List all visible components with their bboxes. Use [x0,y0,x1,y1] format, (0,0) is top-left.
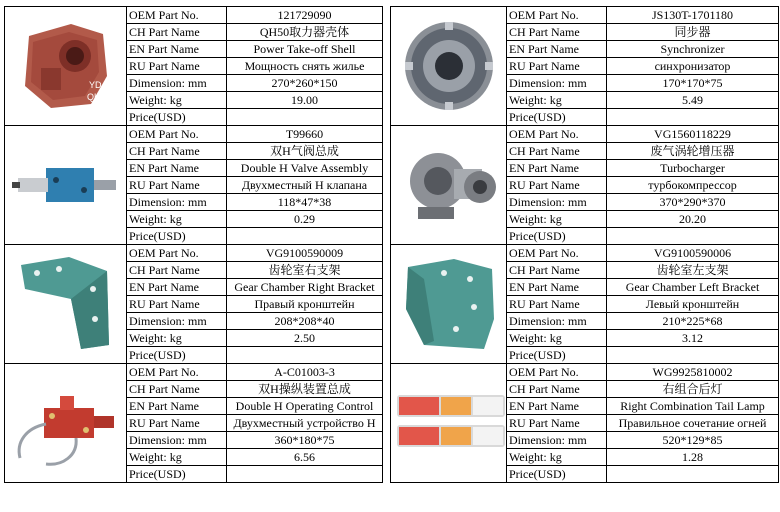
left-bracket-photo [391,245,507,364]
field-label-price: Price(USD) [127,466,227,483]
field-label-ch: CH Part Name [507,381,607,398]
field-label-oem: OEM Part No. [507,245,607,262]
field-label-dim: Dimension: mm [507,75,607,92]
field-value-oem: VG9100590006 [607,245,779,262]
field-label-oem: OEM Part No. [127,126,227,143]
field-value-dim: 520*129*85 [607,432,779,449]
field-value-ru: Двухместный устройство H [227,415,383,432]
parts-table [4,6,779,483]
field-value-en: Turbocharger [607,160,779,177]
field-label-oem: OEM Part No. [507,126,607,143]
field-label-ch: CH Part Name [127,262,227,279]
field-value-en: Double H Operating Control [227,398,383,415]
field-value-oem: 121729090 [227,7,383,24]
valve-assembly-photo [5,126,127,245]
field-label-dim: Dimension: mm [127,313,227,330]
field-value-dim: 270*260*150 [227,75,383,92]
field-value-oem: VG9100590009 [227,245,383,262]
synchronizer-photo [391,7,507,126]
field-value-ch: 齿轮室右支架 [227,262,383,279]
field-label-price: Price(USD) [507,466,607,483]
field-value-ru: Двухместный H клапана [227,177,383,194]
field-value-ch: 同步器 [607,24,779,41]
field-value-weight: 20.20 [607,211,779,228]
field-label-price: Price(USD) [127,228,227,245]
parts-catalog-sheet [4,6,778,483]
field-label-price: Price(USD) [507,347,607,364]
field-value-oem: A-C01003-3 [227,364,383,381]
field-value-price [607,466,779,483]
field-value-dim: 208*208*40 [227,313,383,330]
field-value-ru: Правый кронштейн [227,296,383,313]
table-row [5,7,779,24]
field-value-dim: 360*180*75 [227,432,383,449]
field-value-oem: VG1560118229 [607,126,779,143]
field-value-oem: T99660 [227,126,383,143]
field-value-ch: 双H气阀总成 [227,143,383,160]
field-label-price: Price(USD) [127,347,227,364]
field-label-weight: Weight: kg [507,449,607,466]
field-value-en: Gear Chamber Right Bracket [227,279,383,296]
field-label-en: EN Part Name [127,41,227,58]
column-gap [383,126,391,245]
field-value-dim: 170*170*75 [607,75,779,92]
field-label-price: Price(USD) [507,109,607,126]
field-label-ch: CH Part Name [507,24,607,41]
field-label-ch: CH Part Name [127,143,227,160]
field-value-weight: 6.56 [227,449,383,466]
field-label-weight: Weight: kg [507,330,607,347]
pto-shell-photo [5,7,127,126]
table-row [5,245,779,262]
column-gap [383,245,391,364]
field-value-ch: 废气涡轮增压器 [607,143,779,160]
table-row [5,126,779,143]
column-gap [383,7,391,126]
field-label-ru: RU Part Name [127,296,227,313]
field-value-en: Right Combination Tail Lamp [607,398,779,415]
field-label-dim: Dimension: mm [127,432,227,449]
field-label-dim: Dimension: mm [507,313,607,330]
field-label-ru: RU Part Name [127,415,227,432]
svg-text:QH50: QH50 [86,92,111,102]
field-value-ru: синхронизатор [607,58,779,75]
field-label-en: EN Part Name [127,279,227,296]
field-label-weight: Weight: kg [127,330,227,347]
field-label-ch: CH Part Name [127,24,227,41]
field-value-ru: турбокомпрессор [607,177,779,194]
field-label-ru: RU Part Name [507,415,607,432]
field-label-en: EN Part Name [507,160,607,177]
field-value-ch: 双H操纵装置总成 [227,381,383,398]
field-value-weight: 5.49 [607,92,779,109]
field-value-en: Double H Valve Assembly [227,160,383,177]
field-value-oem: JS130T-1701180 [607,7,779,24]
field-value-ru: Мощность снять жилье [227,58,383,75]
field-value-price [227,109,383,126]
field-label-weight: Weight: kg [507,211,607,228]
field-label-en: EN Part Name [507,279,607,296]
field-label-oem: OEM Part No. [507,364,607,381]
field-label-price: Price(USD) [507,228,607,245]
field-value-ru: Левый кронштейн [607,296,779,313]
column-gap [383,364,391,483]
field-label-dim: Dimension: mm [127,194,227,211]
field-value-dim: 210*225*68 [607,313,779,330]
field-label-ch: CH Part Name [507,143,607,160]
field-value-weight: 1.28 [607,449,779,466]
field-value-ru: Правильное сочетание огней [607,415,779,432]
field-label-ch: CH Part Name [507,262,607,279]
right-bracket-photo [5,245,127,364]
table-row [5,364,779,381]
field-label-ch: CH Part Name [127,381,227,398]
field-value-weight: 2.50 [227,330,383,347]
field-value-oem: WG9925810002 [607,364,779,381]
field-value-en: Gear Chamber Left Bracket [607,279,779,296]
field-value-dim: 118*47*38 [227,194,383,211]
field-value-weight: 19.00 [227,92,383,109]
field-label-en: EN Part Name [507,398,607,415]
field-label-en: EN Part Name [507,41,607,58]
field-label-en: EN Part Name [127,398,227,415]
field-value-ch: 右组合后灯 [607,381,779,398]
field-label-oem: OEM Part No. [127,364,227,381]
field-label-dim: Dimension: mm [507,432,607,449]
operating-control-photo [5,364,127,483]
field-label-en: EN Part Name [127,160,227,177]
field-label-ru: RU Part Name [127,58,227,75]
field-label-weight: Weight: kg [507,92,607,109]
field-label-oem: OEM Part No. [127,7,227,24]
field-value-price [227,466,383,483]
field-label-ru: RU Part Name [507,296,607,313]
field-value-price [227,347,383,364]
field-value-price [607,228,779,245]
field-label-dim: Dimension: mm [127,75,227,92]
field-label-ru: RU Part Name [507,177,607,194]
tail-lamp-photo [391,364,507,483]
field-value-en: Synchronizer [607,41,779,58]
field-label-weight: Weight: kg [127,449,227,466]
field-value-weight: 0.29 [227,211,383,228]
field-value-price [227,228,383,245]
field-value-price [607,347,779,364]
field-label-weight: Weight: kg [127,211,227,228]
field-value-ch: 齿轮室左支架 [607,262,779,279]
field-value-price [607,109,779,126]
field-label-ru: RU Part Name [127,177,227,194]
svg-text:YD: YD [88,80,102,90]
turbocharger-photo [391,126,507,245]
field-value-weight: 3.12 [607,330,779,347]
field-value-en: Power Take-off Shell [227,41,383,58]
field-value-ch: QH50取力器壳体 [227,24,383,41]
field-label-oem: OEM Part No. [507,7,607,24]
field-label-dim: Dimension: mm [507,194,607,211]
field-value-dim: 370*290*370 [607,194,779,211]
parts-table-body [5,7,779,483]
field-label-ru: RU Part Name [507,58,607,75]
field-label-weight: Weight: kg [127,92,227,109]
field-label-price: Price(USD) [127,109,227,126]
field-label-oem: OEM Part No. [127,245,227,262]
